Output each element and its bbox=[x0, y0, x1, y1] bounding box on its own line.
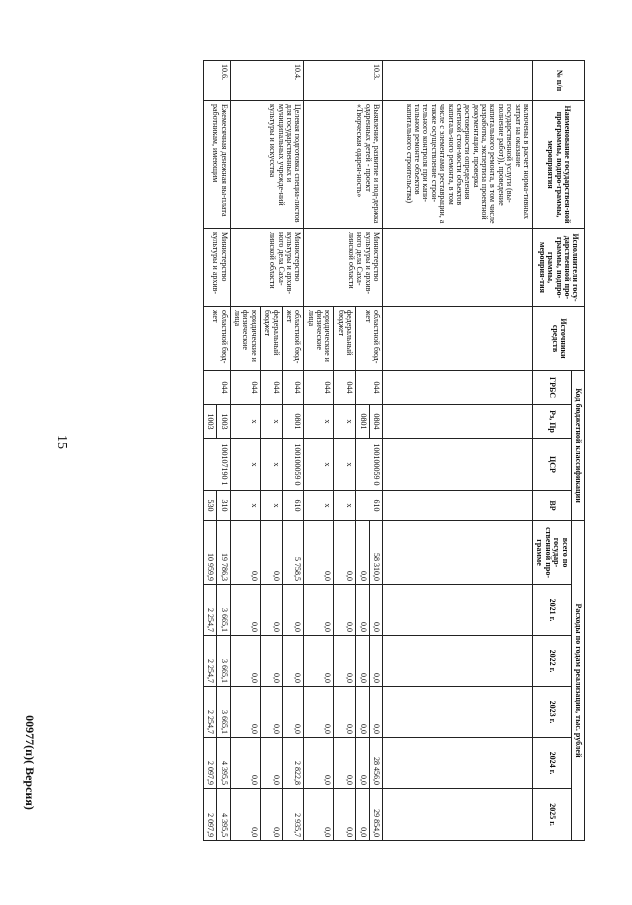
cell-2024: 2 822,8 bbox=[282, 738, 304, 789]
cell-2024: 0,0 bbox=[334, 738, 356, 789]
cell-2022: 0,0 bbox=[304, 636, 334, 687]
cell-csr: х bbox=[304, 439, 334, 491]
cell-2024: 28 456,0 bbox=[369, 738, 382, 789]
cell-2023: 0,0 bbox=[369, 687, 382, 738]
cell-2025: 4 395,5 bbox=[217, 789, 230, 841]
cell-csr: 100100059 0 bbox=[356, 439, 383, 491]
header-2025: 2025 г. bbox=[533, 789, 572, 841]
cell-2021: 0,0 bbox=[282, 585, 304, 636]
cell-2021: 0,0 bbox=[334, 585, 356, 636]
cell-2024: 0,0 bbox=[356, 738, 369, 789]
cell-rzpr: х bbox=[334, 405, 356, 439]
cell-2021: 0,0 bbox=[356, 585, 369, 636]
header-2024: 2024 г. bbox=[533, 738, 572, 789]
cell-vr: х bbox=[260, 491, 282, 521]
cell-2025: 2 097,9 bbox=[203, 789, 216, 841]
cell-total: 0,0 bbox=[356, 521, 369, 585]
cell-2021: 0,0 bbox=[304, 585, 334, 636]
cell-2025: 2 935,7 bbox=[282, 789, 304, 841]
row-name: Выявление, развитие и под-держка одаренных детей - проект «Творческая одарен-ность» bbox=[304, 101, 383, 229]
header-name: Наименование государствен-ной программы, подпро-граммы, мероприятия bbox=[533, 101, 585, 229]
cell-2022: 2 254,7 bbox=[203, 636, 216, 687]
cell-rzpr: 0801 bbox=[282, 405, 304, 439]
cell-2025: 0,0 bbox=[334, 789, 356, 841]
cell-2023: 0,0 bbox=[334, 687, 356, 738]
cell-2025: 0,0 bbox=[260, 789, 282, 841]
footer-code: 00977(п)( Версия) bbox=[22, 715, 37, 810]
row-number: 10.3. bbox=[304, 61, 383, 101]
cell-2021: 3 665,1 bbox=[217, 585, 230, 636]
header-no: № п/п bbox=[533, 61, 585, 101]
cell-2024: 0,0 bbox=[304, 738, 334, 789]
table-row bbox=[282, 61, 304, 841]
cell-2022: 0,0 bbox=[260, 636, 282, 687]
table-row bbox=[369, 61, 382, 841]
cell-2023: 2 254,7 bbox=[203, 687, 216, 738]
cell-total: 58 310,0 bbox=[369, 521, 382, 585]
cell-2022: 0,0 bbox=[230, 636, 260, 687]
cell-2025: 0,0 bbox=[356, 789, 369, 841]
row-source: юридические и физические лица bbox=[304, 307, 334, 371]
cell-total: 0,0 bbox=[304, 521, 334, 585]
header-expenses: Расходы по годам реализации, тыс. рублей bbox=[571, 521, 584, 841]
row-executor: Министерство культуры и архив-ного дела Саха-линской области bbox=[304, 229, 383, 307]
row-source: федеральный бюджет bbox=[334, 307, 356, 371]
row-number: 10.4. bbox=[230, 61, 304, 101]
header-2023: 2023 г. bbox=[533, 687, 572, 738]
cell-rzpr: х bbox=[304, 405, 334, 439]
cell-csr: х bbox=[260, 439, 282, 491]
cell-2024: 0,0 bbox=[260, 738, 282, 789]
row-executor: Министерство культуры и архив- bbox=[203, 229, 230, 307]
cell-2022: 0,0 bbox=[369, 636, 382, 687]
cell-2022: 0,0 bbox=[282, 636, 304, 687]
cell-2025: 0,0 bbox=[304, 789, 334, 841]
cell-2023: 0,0 bbox=[230, 687, 260, 738]
header-executor: Исполнители госу-дарственной про-граммы, подпро-граммы, мероприя-тия bbox=[533, 229, 585, 307]
cell-rzpr: 0804 bbox=[369, 405, 382, 439]
cell-total: 0,0 bbox=[230, 521, 260, 585]
cell-vr: 310 bbox=[217, 491, 230, 521]
row-source: областной бюд-жет bbox=[356, 307, 383, 371]
row-source: юридические и физические лица bbox=[230, 307, 260, 371]
cell-grbs: 044 bbox=[334, 371, 356, 405]
cell-grbs: 044 bbox=[230, 371, 260, 405]
cell-rzpr: х bbox=[260, 405, 282, 439]
cell-vr: х bbox=[304, 491, 334, 521]
cell-2024: 0,0 bbox=[230, 738, 260, 789]
cell-grbs: 044 bbox=[260, 371, 282, 405]
cell-2021: 2 254,7 bbox=[203, 585, 216, 636]
cell-2022: 0,0 bbox=[334, 636, 356, 687]
row-source: федеральный бюджет bbox=[260, 307, 282, 371]
header-total: всего по государ-ственной про-грамме bbox=[533, 521, 572, 585]
header-budget-code: Код бюджетной классификации bbox=[571, 371, 584, 521]
row-name: Ежемесячная денежная вы-плата работникам, имеющим bbox=[203, 101, 230, 229]
cell-csr: 100107190 1 bbox=[203, 439, 230, 491]
cell-csr: х bbox=[230, 439, 260, 491]
header-grbs: ГРБС bbox=[533, 371, 572, 405]
cell-total: 5 758,5 bbox=[282, 521, 304, 585]
row-number: 10.6. bbox=[203, 61, 230, 101]
row-executor: Министерство культуры и архив-ного дела Саха-линской области bbox=[230, 229, 304, 307]
cell-2022: 0,0 bbox=[356, 636, 369, 687]
cell-vr: 610 bbox=[356, 491, 383, 521]
header-vr: ВР bbox=[533, 491, 572, 521]
cell-2021: 0,0 bbox=[230, 585, 260, 636]
cell-grbs: 044 bbox=[282, 371, 304, 405]
cell-total: 10 959,9 bbox=[203, 521, 216, 585]
cell-rzpr: х bbox=[230, 405, 260, 439]
cell-grbs: 044 bbox=[203, 371, 230, 405]
row-source: областной бюд-жет bbox=[282, 307, 304, 371]
header-2022: 2022 г. bbox=[533, 636, 572, 687]
table-row bbox=[217, 61, 230, 841]
cell-2024: 4 395,5 bbox=[217, 738, 230, 789]
cell-2023: 0,0 bbox=[304, 687, 334, 738]
cell-total: 0,0 bbox=[334, 521, 356, 585]
header-2021: 2021 г. bbox=[533, 585, 572, 636]
cell-grbs: 044 bbox=[304, 371, 334, 405]
cell-rzpr: 1003 bbox=[203, 405, 216, 439]
cell-2025: 0,0 bbox=[230, 789, 260, 841]
cell-2021: 0,0 bbox=[369, 585, 382, 636]
cell-2025: 29 854,0 bbox=[369, 789, 382, 841]
budget-table-rotated bbox=[95, 60, 585, 840]
page-number: 15 bbox=[54, 435, 69, 449]
cell-2023: 0,0 bbox=[356, 687, 369, 738]
cell-2024: 2 097,9 bbox=[203, 738, 216, 789]
cell-grbs: 044 bbox=[356, 371, 383, 405]
cell-vr: 610 bbox=[282, 491, 304, 521]
budget-table bbox=[203, 60, 585, 841]
header-csr: ЦСР bbox=[533, 439, 572, 491]
cell-2021: 0,0 bbox=[260, 585, 282, 636]
continuation-text: включены в расчет норма-тивных затрат на оказание государственной услуги (вы-полнение работ)), проведение капитального ремонта, в том числе разработка, экспертиза проектной документации, проверка достоверности определения сметной стои-мости объектов капиталь-ного ремонта, в том числе с элементами реставрации, а также осуществление строи-тельного контроля при капи-тальном ремонте объектов капитального строительства) bbox=[383, 101, 533, 229]
header-rzpr: Рз, Пр bbox=[533, 405, 572, 439]
cell-2023: 0,0 bbox=[260, 687, 282, 738]
cell-vr: х bbox=[334, 491, 356, 521]
header-source: Источники средств bbox=[533, 307, 585, 371]
cell-rzpr: 0801 bbox=[356, 405, 369, 439]
row-source: областной бюд-жет bbox=[203, 307, 230, 371]
cell-vr: х bbox=[230, 491, 260, 521]
cell-vr: 530 bbox=[203, 491, 216, 521]
cell-rzpr: 1003 bbox=[217, 405, 230, 439]
cell-csr: х bbox=[334, 439, 356, 491]
row-name: Целевая подготовка специа-листов для государственных и муниципальных учрежде-ний культуры и искусства bbox=[230, 101, 304, 229]
cell-total: 19 786,3 bbox=[217, 521, 230, 585]
table-row-continuation bbox=[383, 61, 533, 841]
cell-2023: 3 665,1 bbox=[217, 687, 230, 738]
cell-2023: 0,0 bbox=[282, 687, 304, 738]
cell-2022: 3 665,1 bbox=[217, 636, 230, 687]
cell-csr: 100100059 0 bbox=[282, 439, 304, 491]
cell-total: 0,0 bbox=[260, 521, 282, 585]
